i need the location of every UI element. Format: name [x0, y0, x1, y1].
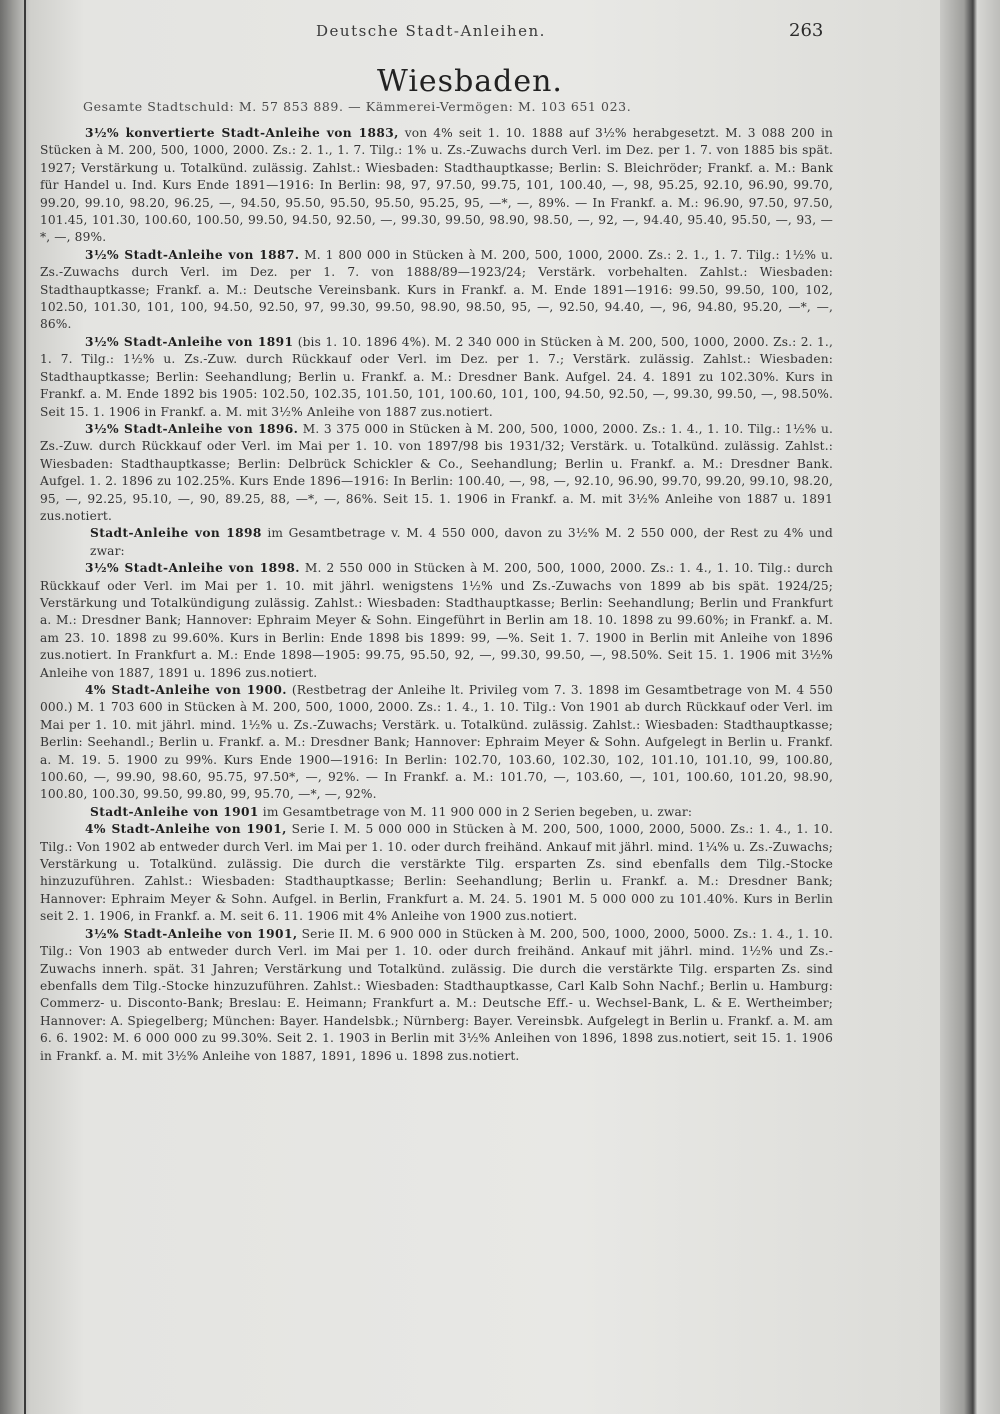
entry-body: (Restbetrag der Anleihe lt. Privileg vom 7. 3. 1898 im Gesamtbetrage von M. 4 550 000.) M. 1 703 600 in Stücken à M. 200, 500, 1000, 2000. Zs.: 1. 4., 1. 10. Tilg.: Von 1901 ab durch Rückkauf oder Verl. im Mai per 1. 10. mit jährl. mind. 1½% u. Zs.-Zuwachs; Verstärk. u. Totalkünd. zulässig. Zahlst.: Wiesbaden: Stadthauptkasse; Berlin: Seehandl.; Berlin u. Frankf. a. M.: Dresdner Bank; Hannover: Ephraim Meyer & Sohn. Aufgelegt in Berlin u. Frankf. a. M. 19. 5. 1900 zu 99%. Kurs Ende 1900—1916: In Berlin: 102.70, 103.60, 102.30, 102, 101.10, 101.10, 99, 100.80, 100.60, —, 99.90, 98.60, 95.75, 97.50*, —, 92%. — In Frankf. a. M.: 101.70, —, 103.60, —, 101, 100.60, 101.20, 98.90, 100.80, 100.30, 99.50, 99.80, 99, 95.70, —*, —, 92%.	[40, 683, 833, 802]
loan-entry	[40, 334, 833, 421]
entry-body: von 4% seit 1. 10. 1888 auf 3½% herabgesetzt. M. 3 088 200 in Stücken à M. 200, 500, 1000, 2000. Zs.: 2. 1., 1. 7. Tilg.: 1% u. Zs.-Zuwachs durch Verl. im Dez. per 1. 7. von 1885 bis spät. 1927; Verstärkung u. Totalkünd. zulässig. Zahlst.: Wiesbaden: Stadthauptkasse; Berlin: S. Bleichröder; Frankf. a. M.: Bank für Handel u. Ind. Kurs Ende 1891—1916: In Berlin: 98, 97, 97.50, 99.75, 101, 100.40, —, 98, 95.25, 92.10, 96.90, 99.70, 99.20, 99.10, 98.20, 96.25, —, 94.50, 95.50, 95.50, 95.50, 95.25, 95, —*, —, 89%. — In Frankf. a. M.: 96.90, 97.50, 97.50, 101.45, 101.30, 100.60, 100.50, 99.50, 94.50, 92.50, —, 99.30, 99.50, 98.90, 98.50, —, 92, —, 94.40, 95.40, 95.50, —, 93, —*, —, 89%.	[40, 126, 833, 245]
page-number: 263	[789, 20, 824, 41]
loan-group-entry	[40, 804, 833, 821]
loan-entry	[40, 560, 833, 682]
page-right-edge	[940, 0, 1000, 1414]
entry-heading: Stadt-Anleihe von 1901	[90, 804, 259, 819]
loan-group-entry	[40, 525, 833, 560]
loan-entry	[40, 125, 833, 247]
entry-heading: 3½% konvertierte Stadt-Anleihe von 1883,	[85, 126, 399, 140]
running-head: Deutsche Stadt-Anleihen.	[316, 22, 546, 40]
entry-heading: 4% Stadt-Anleihe von 1901,	[85, 822, 287, 837]
entry-heading: Stadt-Anleihe von 1898	[90, 526, 262, 541]
loan-entry	[40, 926, 833, 1065]
entry-heading: 3½% Stadt-Anleihe von 1901,	[85, 926, 298, 941]
binding-edge-line	[24, 0, 26, 1414]
entry-body: im Gesamtbetrage von M. 11 900 000 in 2 Serien begeben, u. zwar:	[258, 804, 693, 819]
entry-heading: 4% Stadt-Anleihe von 1900.	[85, 683, 287, 697]
entry-heading: 3½% Stadt-Anleihe von 1896.	[85, 421, 299, 436]
entry-heading: 3½% Stadt-Anleihe von 1891	[85, 334, 294, 349]
city-title: Wiesbaden.	[377, 64, 563, 99]
loan-entry	[40, 682, 833, 804]
entry-body: im Gesamtbetrage v. M. 4 550 000, davon zu 3½% M. 2 550 000, der Rest zu 4% und zwar:	[90, 526, 833, 558]
entry-heading: 3½% Stadt-Anleihe von 1887.	[85, 247, 300, 262]
entry-body: M. 3 375 000 in Stücken à M. 200, 500, 1000, 2000. Zs.: 1. 4., 1. 10. Tilg.: 1½% u. Zs.-Zuw. durch Rückkauf oder Verl. im Mai per 1. 10. von 1897/98 bis 1931/32; Verstärk. u. Totalkünd. zulässig. Zahlst.: Wiesbaden: Stadthauptkasse; Berlin: Delbrück Schickler & Co., Seehandlung; Berlin u. Frankf. a. M.: Dresdner Bank. Aufgel. 1. 2. 1896 zu 102.25%. Kurs Ende 1896—1916: In Berlin: 100.40, —, 98, —, 92.10, 96.90, 99.70, 99.20, 99.10, 98.20, 95, —, 92.25, 95.10, —, 90, 89.25, 88, —*, —, 86%. Seit 15. 1. 1906 in Frankf. a. M. mit 3½% Anleihe von 1887 u. 1891 zus.notiert.	[40, 421, 834, 523]
loan-entry	[40, 821, 833, 925]
loan-entry	[40, 247, 833, 334]
entry-body: M. 2 550 000 in Stücken à M. 200, 500, 1000, 2000. Zs.: 1. 4., 1. 10. Tilg.: durch Rückkauf oder Verl. im Mai per 1. 10. mit jährl. wenigstens 1½% und Zs.-Zuwachs von 1899 ab bis spät. 1924/25; Verstärkung und Totalkündigung zulässig. Zahlst.: Wiesbaden: Stadthauptkasse; Berlin: Seehandlung; Berlin und Frankfurt a. M.: Dresdner Bank; Hannover: Ephraim Meyer & Sohn. Eingeführt in Berlin am 18. 10. 1898 zu 99.60%; in Frankf. a. M. am 23. 10. 1898 zu 99.60%. Kurs in Berlin: Ende 1898 bis 1899: 99, —%. Seit 1. 7. 1900 in Berlin mit Anleihe von 1896 zus.notiert. In Frankfurt a. M.: Ende 1898—1905: 99.75, 95.50, 92, —, 99.30, 99.50, —, 98.50%. Seit 15. 1. 1906 mit 3½% Anleihe von 1887, 1891 u. 1896 zus.notiert.	[40, 561, 833, 680]
entry-body: (bis 1. 10. 1896 4%). M. 2 340 000 in Stücken à M. 200, 500, 1000, 2000. Zs.: 2. 1., 1. 7. Tilg.: 1½% u. Zs.-Zuw. durch Rückkauf oder Verl. im Dez. per 1. 7.; Verstärk. zulässig. Zahlst.: Wiesbaden: Stadthauptkasse; Berlin: Seehandlung; Berlin u. Frankf. a. M.: Dresdner Bank. Aufgel. 24. 4. 1891 zu 102.30%. Kurs in Frankf. a. M. Ende 1892 bis 1905: 102.50, 102.35, 101.50, 101, 100.60, 101, 100, 94.50, 92.50, —, 99.30, 99.50, —, 98.50%. Seit 15. 1. 1906 in Frankf. a. M. mit 3½% Anleihe von 1887 zus.notiert.	[40, 334, 833, 419]
entry-body: Serie II. M. 6 900 000 in Stücken à M. 200, 500, 1000, 2000, 5000. Zs.: 1. 4., 1. 10. Tilg.: Von 1903 ab entweder durch Verl. im Mai per 1. 10. oder durch freihänd. Ankauf mit jährl. mind. 1½% und Zs.-Zuwachs innerh. spät. 31 Jahren; Verstärkung und Totalkünd. zulässig. Die durch die verstärkte Tilg. ersparten Zs. sind ebenfalls dem Tilg.-Stocke hinzuzuführen. Zahlst.: Wiesbaden: Stadthauptkasse, Carl Kalb Sohn Nachf.; Berlin u. Hamburg: Commerz- u. Disconto-Bank; Breslau: E. Heimann; Frankfurt a. M.: Deutsche Eff.- u. Wechsel-Bank, L. & E. Wertheimber; Hannover: A. Spiegelberg; München: Bayer. Handelsbk.; Nürnberg: Bayer. Vereinsbk. Aufgelegt in Berlin u. Frankf. a. M. am 6. 6. 1902: M. 6 000 000 zu 99.30%. Seit 2. 1. 1903 in Berlin mit 3½% Anleihen von 1896, 1898 zus.notiert, seit 15. 1. 1906 in Frankf. a. M. mit 3½% Anleihe von 1887, 1891, 1896 u. 1898 zus.notiert.	[40, 926, 833, 1063]
debt-summary: Gesamte Stadtschuld: M. 57 853 889. — Kämmerei-Vermögen: M. 103 651 023.	[83, 99, 632, 114]
entry-body: Serie I. M. 5 000 000 in Stücken à M. 200, 500, 1000, 2000, 5000. Zs.: 1. 4., 1. 10. Tilg.: Von 1902 ab entweder durch Verl. im Mai per 1. 10. oder durch freihänd. Ankauf mit jährl. mind. 1¼% u. Zs.-Zuwachs; Verstärkung u. Totalkünd. zulässig. Die durch die verstärkte Tilg. ersparten Zs. sind ebenfalls dem Tilg.-Stocke hinzuzuführen. Zahlst.: Wiesbaden: Stadthauptkasse; Berlin: Seehandlung; Berlin u. Frankf. a. M.: Dresdner Bank; Hannover: Ephraim Meyer & Sohn. Aufgel. in Berlin, Frankfurt a. M. 24. 5. 1901 M. 5 000 000 zu 101.40%. Kurs in Berlin seit 2. 1. 1906, in Frankf. a. M. seit 6. 11. 1906 mit 4% Anleihe von 1900 zus.notiert.	[40, 822, 833, 924]
entry-heading: 3½% Stadt-Anleihe von 1898.	[85, 561, 300, 576]
loan-entries	[40, 125, 833, 1065]
loan-entry	[40, 421, 833, 525]
entry-body: M. 1 800 000 in Stücken à M. 200, 500, 1000, 2000. Zs.: 2. 1., 1. 7. Tilg.: 1½% u. Zs.-Zuwachs durch Verl. im Dez. per 1. 7. von 1888/89—1923/24; Verstärk. vorbehalten. Zahlst.: Wiesbaden: Stadthauptkasse; Frankf. a. M.: Deutsche Vereinsbank. Kurs in Frankf. a. M. Ende 1891—1916: 99.50, 99.50, 100, 102, 102.50, 101.30, 101, 100, 94.50, 92.50, 97, 99.30, 99.50, 98.90, 98.50, 95, —, 92.50, 94.40, —, 96, 94.80, 95.20, —*, —, 86%.	[40, 247, 833, 332]
